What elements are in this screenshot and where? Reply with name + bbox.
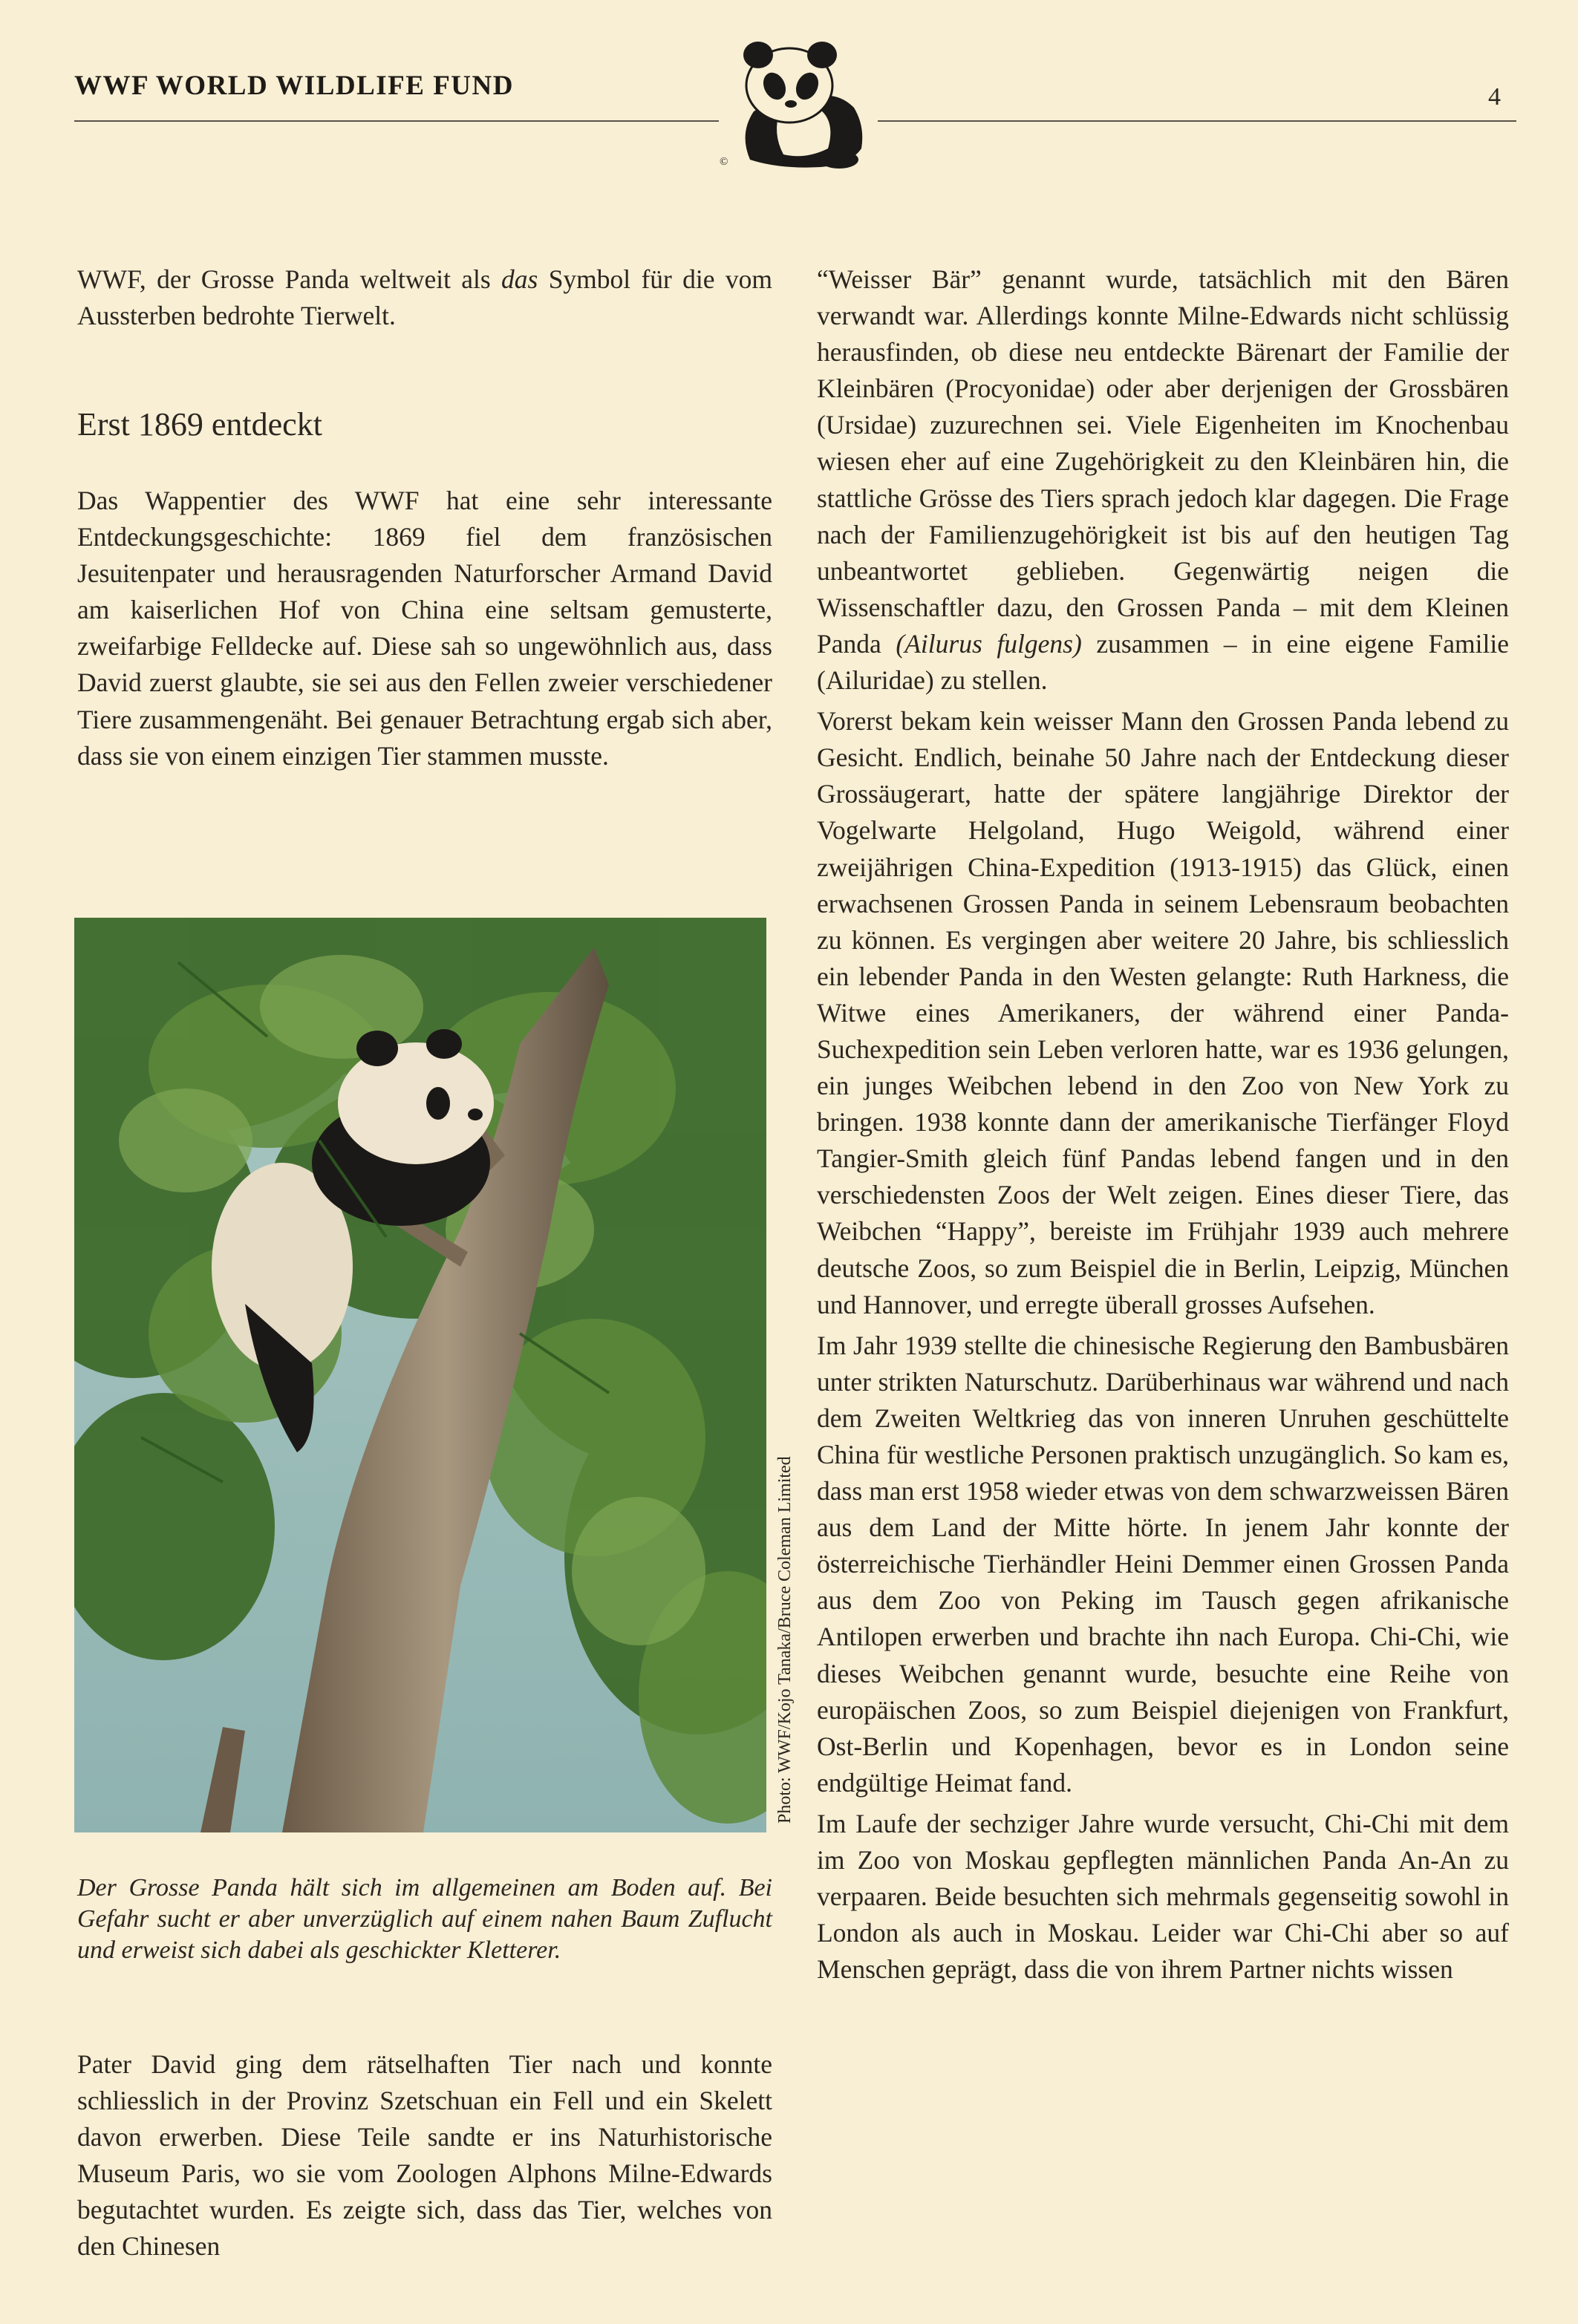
intro-text-emphasis: das bbox=[501, 264, 538, 294]
breeding-paragraph: Im Laufe der sechziger Jahre wurde versucht, Chi-Chi mit dem im Zoo von Moskau gepflegten männlichen Panda An-An zu verpaaren. Beide besuchten sich mehrmals gegenseitig sowohl in London als auch in Moskau. Leider war Chi-Chi aber so auf Menschen geprägt, dass die von ihrem Partner nichts wissen bbox=[817, 1808, 1509, 1985]
intro-paragraph bbox=[77, 261, 772, 334]
classification-paragraph bbox=[817, 261, 1509, 699]
intro-text-post: Symbol für die vom Aussterben bedrohte Tierwelt. bbox=[77, 264, 772, 331]
photo-credit-column bbox=[772, 918, 802, 1832]
header-rule-right bbox=[878, 120, 1516, 122]
right-column bbox=[817, 261, 1509, 1992]
header-title: WWF WORLD WILDLIFE FUND bbox=[74, 71, 514, 101]
photo-credit: Photo: WWF/Kojo Tanaka/Bruce Coleman Limited bbox=[775, 1456, 795, 1824]
classification-text-emphasis: (Ailurus fulgens) bbox=[896, 628, 1082, 659]
page-number: 4 bbox=[1488, 83, 1501, 111]
discovery-paragraph: Das Wappentier des WWF hat eine sehr interessante Entdeckungsgeschichte: 1869 fiel dem französischen Jesuitenpater und herausragenden Naturforscher Armand David am kaiserlichen Hof von China eine seltsam gemusterte, zweifarbige Felldecke auf. Diese sah so ungewöhnlich aus, dass David zuerst glaubte, sie sei aus den Fellen zweier verschiedener Tiere zusammengenäht. Bei genauer Betrachtung ergab sich aber, dass sie von einem einzigen Tier stammen musste. bbox=[77, 486, 772, 771]
section-heading: Erst 1869 entdeckt bbox=[77, 406, 322, 443]
header-rule-left bbox=[74, 120, 719, 122]
photo-caption: Der Grosse Panda hält sich im allgemeinen am Boden auf. Bei Gefahr sucht er aber unverzüglich auf einem nahen Baum Zuflucht und erweist sich dabei als geschickter Kletterer. bbox=[77, 1874, 772, 1964]
intro-text-pre: WWF, der Grosse Panda weltweit als bbox=[77, 264, 502, 294]
classification-text-pre: “Weisser Bär” genannt wurde, tatsächlich mit den Bären verwandt war. Allerdings konnte Milne-Edwards nicht schlüssig herausfinden, ob diese neu entdeckte Bärenart der Familie der Kleinbären (Procyonidae) oder aber derjenigen der Grossbären (Ursidae) zuzurechnen sei. Viele Eigenheiten im Knochenbau wiesen eher auf eine Zugehörigkeit zu den Kleinbären hin, die stattliche Grösse des Tiers sprach jedoch klar dagegen. Die Frage nach der Familienzugehörigkeit ist bis auf den heutigen Tag unbeantwortet geblieben. Gegenwärtig neigen die Wissenschaftler dazu, den Grossen Panda – mit dem Kleinen Panda bbox=[817, 264, 1509, 659]
copyright-mark: © bbox=[720, 156, 728, 168]
wwf-panda-logo-icon bbox=[709, 22, 887, 171]
protection-paragraph: Im Jahr 1939 stellte die chinesische Regierung den Bambusbären unter strikten Naturschutz. Darüberhinaus war während und nach dem Zweiten Weltkrieg das von inneren Unruhen geschüttelte China für westliche Personen praktisch unzugänglich. So kam es, dass man erst 1958 wieder etwas von dem schwarzweissen Bären aus dem Land der Mitte hörte. In jenem Jahr konnte der österreichische Tierhändler Heini Demmer einen Grossen Panda aus dem Zoo von Peking im Tausch gegen afrikanische Antilopen erwerben und brachte ihn nach Europa. Chi-Chi, wie dieses Weibchen genannt wurde, besuchte eine Reihe von europäischen Zoos, so zum Beispiel diejenigen von Frankfurt, Ost-Berlin und Kopenhagen, bevor es in London seine endgültige Heimat fand. bbox=[817, 1330, 1509, 1798]
pater-david-paragraph: Pater David ging dem rätselhaften Tier nach und konnte schliesslich in der Provinz Szetschuan ein Fell und ein Skelett davon erwerben. Diese Teile sandte er ins Naturhistorische Museum Paris, wo sie vom Zoologen Alphons Milne-Edwards begutachtet wurden. Es zeigte sich, dass das Tier, welches von den Chinesen bbox=[77, 2049, 772, 2262]
classification-text-post: zusammen – in eine eigene Familie (Ailuridae) zu stellen. bbox=[817, 628, 1509, 696]
first-sightings-paragraph: Vorerst bekam kein weisser Mann den Grossen Panda lebend zu Gesicht. Endlich, beinahe 50 Jahre nach der Entdeckung dieser Grossäugerart, hatte der spätere langjährige Direktor der Vogelwarte Helgoland, Hugo Weigold, während einer zweijährigen China-Expedition (1913-1915) das Glück, einen erwachsenen Grossen Panda in seinem Lebensraum beobachten zu können. Es vergingen aber weitere 20 Jahre, bis schliesslich ein lebender Panda in den Westen gelangte: Ruth Harkness, die Witwe eines Amerikaners, der während einer Panda-Suchexpedition sein Leben verloren hatte, war es 1936 gelungen, ein junges Weibchen lebend in den Zoo von New York zu bringen. 1938 konnte dann der amerikanische Tierfänger Floyd Tangier-Smith gleich fünf Pandas lebend fangen und in den verschiedensten Zoos der Welt zeigen. Eines dieser Tiere, das Weibchen “Happy”, bereiste im Frühjahr 1939 auch mehrere deutsche Zoos, so zum Beispiel die in Berlin, Leipzig, München und Hannover, und erregte überall grosses Aufsehen. bbox=[817, 706, 1509, 1319]
panda-in-tree-photo bbox=[74, 918, 766, 1832]
